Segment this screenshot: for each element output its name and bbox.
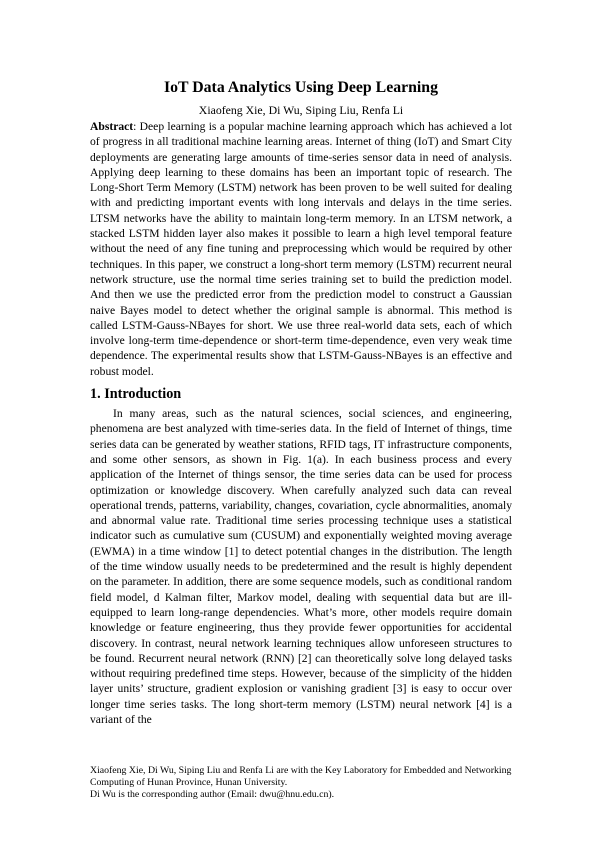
author-list: Xiaofeng Xie, Di Wu, Siping Liu, Renfa Li bbox=[198, 103, 404, 117]
introduction-paragraph: In many areas, such as the natural sciences, social sciences, and engineering, phenomena are best analyzed with time-series data. In the field of Internet of things, time series data can be generated by weather stations, RFID tags, IT infrastructure components, and some other sensors, as shown in Fig. 1(a). In each business process and every application of the Internet of things sensor, the time series data can be used for process optimization or knowledge discovery. When carefully analyzed such data can reveal operational trends, patterns, variability, changes, covariation, cycle abnormalities, anomaly and abnormal value rate. Traditional time series processing technique uses a statistical indicator such as cumulative sum (CUSUM) and exponentially weighted moving average (EWMA) in a time window [1] to detect potential changes in the distribution. The length of the time window usually needs to be predetermined and the result is highly dependent on the parameter. In addition, there are some sequence models, such as conditional random field model, d Kalman filter, Markov model, dealing with sequential data but are ill-equipped to learn long-range dependencies. What’s more, other models require domain knowledge or feature engineering, thus they provide fewer opportunities for accidental discovery. In contrast, neural network learning techniques allow unforeseen structures to be found. Recurrent neural network (RNN) [2] can theoretically solve long delayed tasks without requiring predefined time steps. However, because of the simplicity of the hidden layer units’ structure, gradient explosion or vanishing gradient [3] is easy to occur over longer time series tasks. The long short-term memory (LSTM) neural network [4] is a variant of the bbox=[90, 407, 512, 726]
abstract-label: Abstract bbox=[90, 120, 134, 133]
abstract bbox=[90, 119, 512, 379]
paper-title: IoT Data Analytics Using Deep Learning bbox=[164, 79, 438, 96]
abstract-text: : Deep learning is a popular machine learning approach which has achieved a lot of progress in all traditional machine learning areas. Internet of thing (IoT) and Smart City deployments are generating large amounts of time-series sensor data in need of analysis. Applying deep learning to these domains has been an important topic of research. The Long-Short Term Memory (LSTM) network has been proven to be well suited for dealing with and predicting important events with long intervals and delays in the time series. LTSM networks have the ability to maintain long-term memory. In an LTSM network, a stacked LSTM hidden layer also makes it possible to learn a high level temporal feature without the need of any fine tuning and preprocessing which would be required by other techniques. In this paper, we construct a long-short term memory (LSTM) recurrent neural network structure, use the normal time series training set to build the prediction model. And then we use the predicted error from the prediction model to construct a Gaussian naive Bayes model to detect whether the original sample is abnormal. This method is called LSTM-Gauss-NBayes for short. We use three real-world data sets, each of which involve long-term time-dependence or short-term time-dependence, even very weak time dependence. The experimental results show that LSTM-Gauss-NBayes is an effective and robust model. bbox=[90, 120, 512, 378]
paper-page bbox=[90, 78, 512, 727]
author-footnote bbox=[90, 765, 520, 802]
footnote-affiliation: Xiaofeng Xie, Di Wu, Siping Liu and Renfa Li are with the Key Laboratory for Embedded and Networking Computing of Hunan Province, Hunan University. bbox=[90, 765, 512, 789]
footnote-corresponding-author: Di Wu is the corresponding author (Email: dwu@hnu.edu.cn). bbox=[90, 789, 335, 801]
section-heading-introduction: 1. Introduction bbox=[90, 386, 182, 403]
